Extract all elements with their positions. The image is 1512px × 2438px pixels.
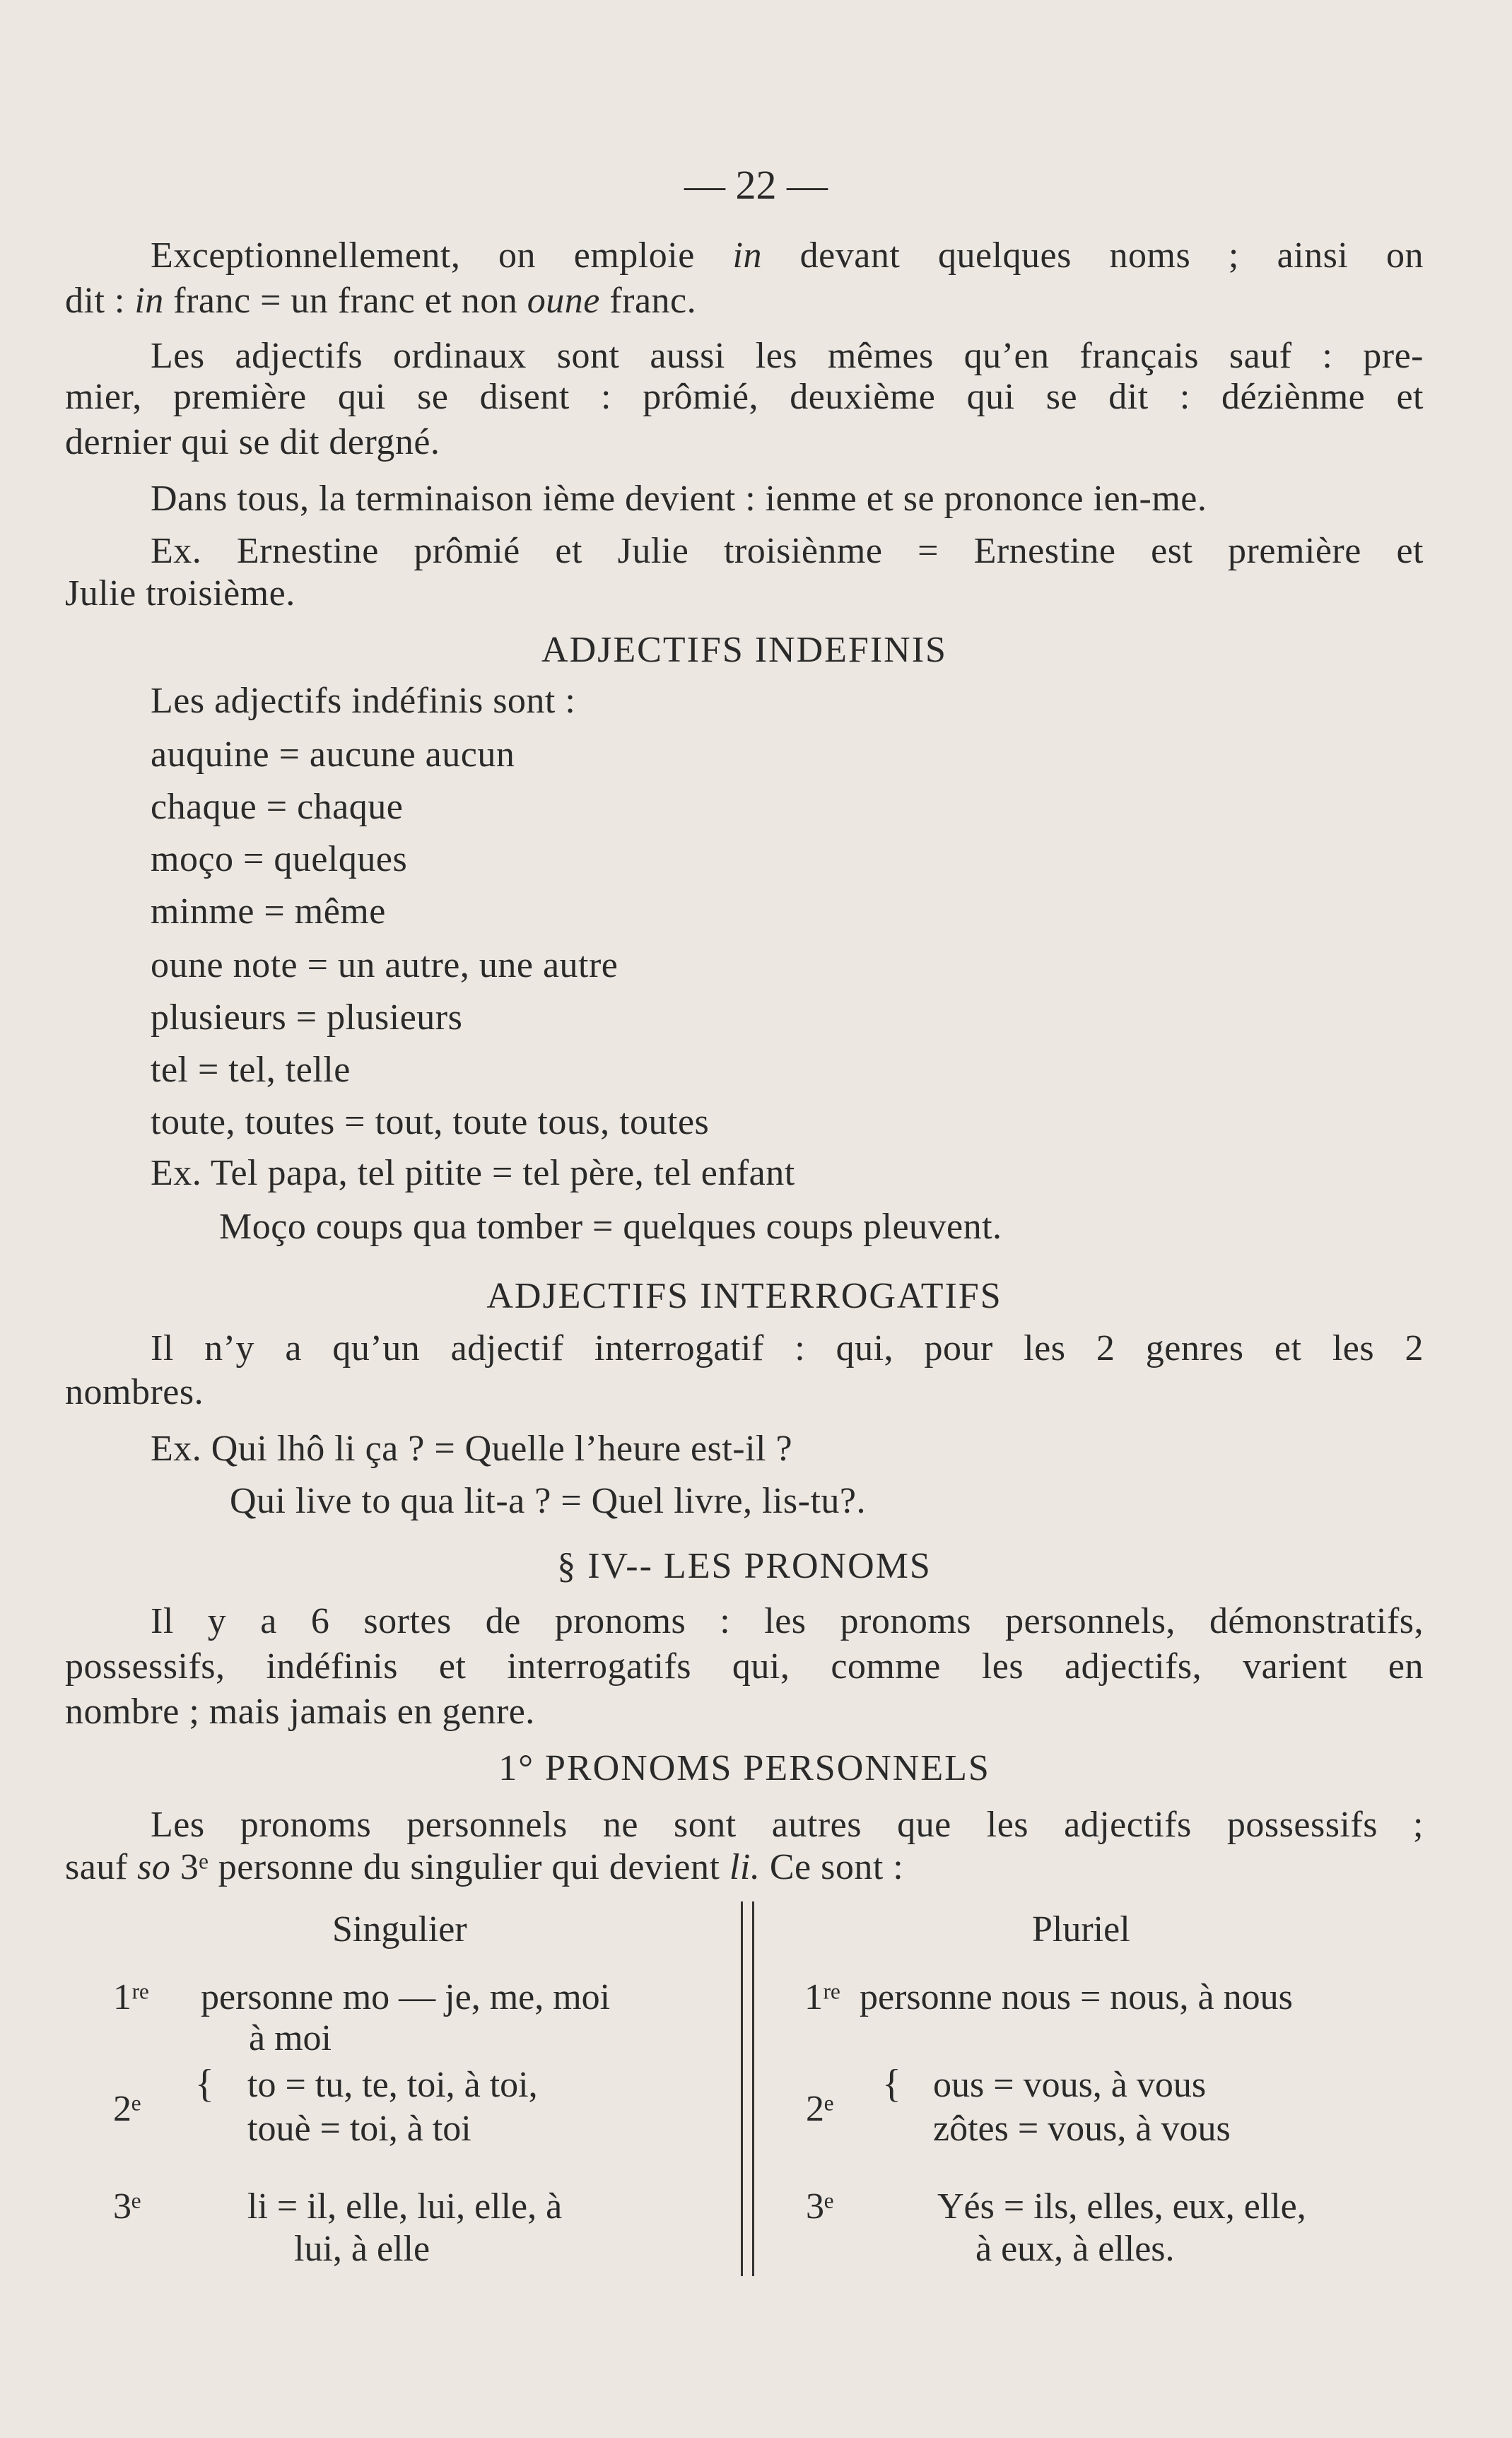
section-heading: 1° PRONOMS PERSONNELS (498, 1748, 990, 1788)
table-divider (741, 1901, 743, 2276)
person-number: 3ᵉ (113, 2186, 141, 2227)
section-heading: ADJECTIFS INTERROGATIFS (486, 1276, 1002, 1316)
pluriel-header: Pluriel (1032, 1909, 1130, 1950)
pronoun-table (106, 1901, 1407, 2283)
list-item: moço = quelques (151, 839, 408, 879)
person-number: 1ʳᵉ (804, 1977, 840, 2017)
text-line: mier, première qui se disent : prômié, deuxième qui se dit : déziènme et (65, 377, 1424, 417)
example-line: Qui live to qua lit-a ? = Quel livre, lis-tu?. (230, 1481, 866, 1521)
table-cell: personne nous = nous, à nous (860, 1977, 1293, 2017)
person-number: 3ᵉ (806, 2186, 834, 2227)
text-line: Les adjectifs ordinaux sont aussi les mêmes qu’en français sauf : pre- (151, 336, 1424, 376)
text-line: dernier qui se dit dergné. (65, 422, 440, 462)
person-number: 2ᵉ (806, 2089, 834, 2129)
list-item: minme = même (151, 891, 386, 932)
page-number: — 22 — (684, 162, 828, 208)
table-cell: ous = vous, à vous (933, 2065, 1207, 2105)
example-line: Moço coups qua tomber = quelques coups pleuvent. (219, 1207, 1002, 1247)
person-number: 1ʳᵉ (113, 1977, 149, 2017)
text-line: Exceptionnellement, on emploie in devant quelques noms ; ainsi on (151, 235, 1424, 276)
table-cell: lui, à elle (294, 2229, 430, 2269)
example-line: Ex. Qui lhô li ça ? = Quelle l’heure est-il ? (151, 1429, 793, 1469)
text-line: Les adjectifs indéfinis sont : (151, 681, 576, 721)
text-line: sauf so 3ᵉ personne du singulier qui devient li. Ce sont : (65, 1847, 904, 1887)
list-item: oune note = un autre, une autre (151, 945, 619, 985)
table-cell: touè = toi, à toi (247, 2109, 471, 2149)
section-heading: § IV-- LES PRONOMS (557, 1546, 932, 1586)
table-cell: to = tu, te, toi, à toi, (247, 2065, 538, 2105)
table-cell: zôtes = vous, à vous (933, 2109, 1231, 2149)
table-cell: Yés = ils, elles, eux, elle, (937, 2186, 1306, 2227)
singulier-header: Singulier (332, 1909, 467, 1950)
text-line: Les pronoms personnels ne sont autres que les adjectifs possessifs ; (151, 1805, 1424, 1845)
text-line: Ex. Ernestine prômié et Julie troisiènme = Ernestine est première et (151, 531, 1424, 571)
list-item: auquine = aucune aucun (151, 734, 515, 775)
table-cell: à eux, à elles. (975, 2229, 1175, 2269)
brace-top: { (882, 2062, 901, 2106)
text-line: Il y a 6 sortes de pronoms : les pronoms personnels, démonstratifs, (151, 1601, 1424, 1641)
person-number: 2ᵉ (113, 2089, 141, 2129)
table-cell: à moi (249, 2018, 332, 2058)
section-heading: ADJECTIFS INDEFINIS (541, 630, 947, 670)
list-item: tel = tel, telle (151, 1050, 351, 1090)
text-line: Dans tous, la terminaison ième devient : ienme et se prononce ien-me. (151, 479, 1207, 519)
brace-top: { (195, 2062, 214, 2106)
text-line: Julie troisième. (65, 573, 295, 614)
table-divider (752, 1901, 754, 2276)
list-item: plusieurs = plusieurs (151, 997, 463, 1038)
text-line: dit : in franc = un franc et non oune franc. (65, 281, 697, 321)
text-line: nombres. (65, 1372, 204, 1412)
text-line: nombre ; mais jamais en genre. (65, 1692, 535, 1732)
table-cell: personne mo — je, me, moi (201, 1977, 611, 2017)
text-line: Il n’y a qu’un adjectif interrogatif : qui, pour les 2 genres et les 2 (151, 1328, 1424, 1369)
list-item: toute, toutes = tout, toute tous, toutes (151, 1102, 710, 1142)
text-line: possessifs, indéfinis et interrogatifs qui, comme les adjectifs, varient en (65, 1646, 1424, 1687)
example-line: Ex. Tel papa, tel pitite = tel père, tel enfant (151, 1153, 795, 1193)
list-item: chaque = chaque (151, 787, 404, 827)
table-cell: li = il, elle, lui, elle, à (247, 2186, 563, 2227)
